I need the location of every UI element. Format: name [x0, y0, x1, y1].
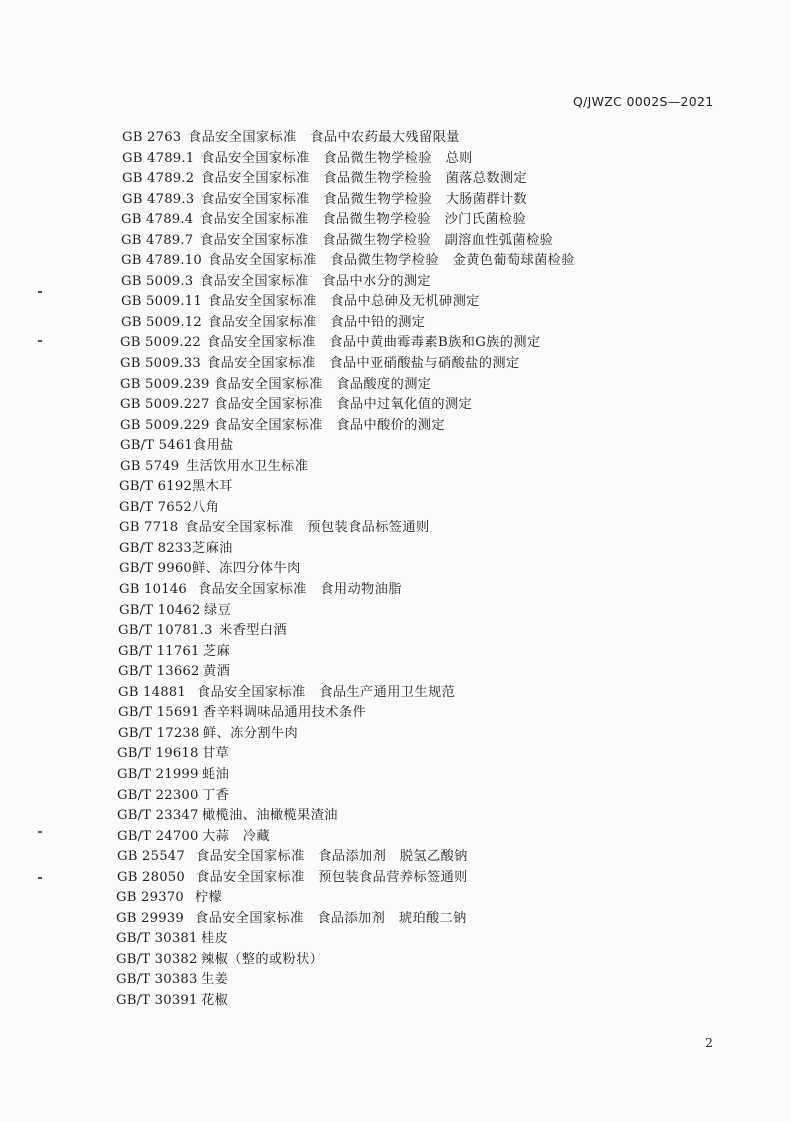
- standard-reference-row: [0, 518, 791, 539]
- standard-reference-row: [0, 395, 791, 416]
- standard-title: 食品安全国家标准 食品添加剂 脱氢乙酸钠: [196, 849, 468, 865]
- standard-title: 食品安全国家标准 食品中黄曲霉毒素B族和G族的测定: [207, 335, 541, 351]
- standard-title: 生姜: [201, 972, 229, 988]
- standard-title: 辣椒（整的或粉状）: [201, 951, 324, 967]
- scan-mark: [38, 877, 42, 879]
- standard-title: 米香型白酒: [219, 623, 287, 639]
- standard-reference-row: [0, 991, 791, 1012]
- standard-title: 食品安全国家标准 食品酸度的测定: [214, 376, 432, 392]
- standard-title: 食品安全国家标准 食品生产通用卫生规范: [197, 684, 456, 700]
- standard-title: 食品安全国家标准 食品微生物学检验 菌落总数测定: [201, 171, 528, 187]
- standard-title: 食品安全国家标准 食品微生物学检验 大肠菌群计数: [201, 191, 528, 207]
- standard-reference-row: [0, 416, 791, 437]
- standard-code: GB/T 30391: [116, 992, 198, 1008]
- standard-title: 食品安全国家标准 食用动物油脂: [198, 582, 402, 598]
- standard-code: GB 5009.227: [120, 397, 210, 413]
- standard-code: GB/T 17238: [118, 725, 200, 741]
- standard-title: 花椒: [201, 992, 229, 1008]
- standard-code: GB 4789.2: [122, 171, 195, 187]
- standard-reference-row: [0, 601, 791, 622]
- scan-mark: [38, 291, 42, 293]
- standard-code: GB/T 9960: [119, 561, 193, 577]
- standard-reference-row: [0, 683, 791, 704]
- standard-title: 桂皮: [201, 931, 229, 947]
- standard-code: GB 5009.229: [120, 417, 210, 433]
- standard-code: GB 2763: [122, 130, 182, 145]
- standard-reference-row: [0, 149, 791, 170]
- standard-code: GB 25547: [117, 849, 185, 865]
- standard-title: 鲜、冻四分体牛肉: [192, 561, 301, 577]
- standard-title: 食品安全国家标准 预包装食品营养标签通则: [196, 869, 468, 885]
- standard-title: 食品安全国家标准 食品中水分的测定: [200, 273, 431, 289]
- standard-code: GB 5009.11: [121, 294, 202, 310]
- standard-title: 大蒜 冷藏: [202, 828, 270, 844]
- standard-code: GB/T 13662: [118, 664, 200, 680]
- normative-references-list: [0, 128, 791, 1012]
- standard-code: GB 29370: [116, 890, 184, 906]
- standard-reference-row: [0, 292, 791, 313]
- standard-code: GB 4789.4: [121, 212, 194, 228]
- standard-code: GB 29939: [116, 910, 184, 926]
- standard-code: GB 4789.1: [122, 150, 195, 166]
- standard-reference-row: [0, 703, 791, 724]
- standard-reference-row: [0, 929, 791, 950]
- standard-reference-row: [0, 251, 791, 272]
- scan-mark: [38, 831, 42, 833]
- standard-title: 鲜、冻分割牛肉: [203, 725, 299, 741]
- standard-title: 食品安全国家标准 食品中过氧化值的测定: [214, 397, 473, 413]
- standard-reference-row: [0, 868, 791, 889]
- standard-title: 绿豆: [204, 602, 232, 618]
- standard-title: 食品安全国家标准 食品中总砷及无机砷测定: [208, 294, 480, 310]
- standard-code: GB/T 7652: [119, 499, 193, 515]
- standard-reference-row: [0, 909, 791, 930]
- standard-code: GB 4789.3: [122, 191, 195, 207]
- standard-code: GB 28050: [117, 869, 185, 885]
- standard-reference-row: [0, 827, 791, 848]
- standard-title: 食品安全国家标准 食品中亚硝酸盐与硝酸盐的测定: [207, 356, 520, 372]
- standard-code: GB/T 22300: [117, 787, 199, 803]
- standard-code: GB/T 30383: [116, 972, 198, 988]
- standard-reference-row: [0, 354, 791, 375]
- standard-code: GB 5009.33: [120, 356, 201, 372]
- standard-code: GB/T 19618: [117, 746, 199, 762]
- standard-code: GB/T 10462: [119, 602, 201, 618]
- standard-code: GB/T 30382: [116, 951, 198, 967]
- standard-reference-row: [0, 313, 791, 334]
- standard-title: 橄榄油、油橄榄果渣油: [202, 808, 338, 824]
- standard-code: GB/T 21999: [117, 766, 199, 782]
- standard-title: 柠檬: [195, 890, 223, 906]
- document-code-header: Q/JWZC 0002S—2021: [573, 94, 714, 109]
- standard-reference-row: [0, 169, 791, 190]
- standard-reference-row: [0, 375, 791, 396]
- standard-title: 芝麻: [203, 643, 231, 659]
- standard-reference-row: [0, 970, 791, 991]
- scan-mark: [38, 340, 42, 342]
- standard-reference-row: [0, 559, 791, 580]
- standard-code: GB 5009.239: [120, 376, 210, 392]
- standard-reference-row: [0, 888, 791, 909]
- standard-title: 黑木耳: [192, 479, 233, 495]
- standard-reference-row: [0, 847, 791, 868]
- standard-title: 黄酒: [203, 664, 231, 680]
- standard-title: 食品安全国家标准 食品微生物学检验 金黄色葡萄球菌检验: [208, 253, 575, 269]
- standard-title: 食品安全国家标准 食品微生物学检验 沙门氏菌检验: [200, 212, 527, 228]
- standard-code: GB 5009.12: [121, 314, 202, 330]
- standard-reference-row: [0, 765, 791, 786]
- standard-code: GB 14881: [118, 684, 186, 700]
- standard-title: 食品安全国家标准 食品添加剂 琥珀酸二钠: [195, 910, 467, 926]
- standard-reference-row: [0, 457, 791, 478]
- standard-title: 生活饮用水卫生标准: [186, 458, 309, 474]
- standard-title: 八角: [192, 499, 220, 515]
- standard-code: GB 5009.3: [121, 273, 194, 289]
- standard-title: 食用盐: [193, 438, 234, 454]
- standard-title: 食品安全国家标准 食品微生物学检验 总则: [201, 150, 473, 166]
- standard-reference-row: [0, 333, 791, 354]
- standard-reference-row: [0, 231, 791, 252]
- standard-code: GB/T 30381: [116, 931, 198, 947]
- standard-title: 食品安全国家标准 食品中铅的测定: [208, 314, 426, 330]
- standard-code: GB 7718: [119, 520, 179, 536]
- standard-reference-row: [0, 806, 791, 827]
- standard-code: GB/T 8233: [119, 540, 193, 556]
- standard-reference-row: [0, 436, 791, 457]
- standard-code: GB/T 5461: [120, 438, 194, 454]
- standard-code: GB 4789.10: [121, 253, 202, 269]
- standard-title: 食品安全国家标准 预包装食品标签通则: [185, 520, 430, 536]
- standard-reference-row: [0, 621, 791, 642]
- standard-reference-row: [0, 498, 791, 519]
- standard-reference-row: [0, 210, 791, 231]
- standard-code: GB/T 6192: [119, 479, 193, 495]
- standard-reference-row: [0, 190, 791, 211]
- standard-code: GB 4789.7: [121, 232, 194, 248]
- standard-title: 丁香: [202, 787, 230, 803]
- standard-reference-row: [0, 950, 791, 971]
- standard-title: 食品安全国家标准 食品中酸价的测定: [214, 417, 445, 433]
- standard-code: GB 10146: [119, 582, 187, 598]
- standard-reference-row: [0, 477, 791, 498]
- standard-code: GB/T 10781.3: [118, 623, 213, 639]
- standard-title: 芝麻油: [192, 540, 233, 556]
- standard-reference-row: [0, 724, 791, 745]
- standard-code: GB 5009.22: [120, 335, 201, 351]
- standard-reference-row: [0, 662, 791, 683]
- standard-reference-row: [0, 580, 791, 601]
- standard-reference-row: [0, 642, 791, 663]
- standard-title: 甘草: [202, 746, 230, 762]
- standard-code: GB/T 11761: [118, 643, 200, 659]
- standard-code: GB/T 15691: [118, 705, 200, 721]
- page-number: 2: [705, 1035, 713, 1050]
- standard-reference-row: [0, 786, 791, 807]
- standard-title: 食品安全国家标准 食品微生物学检验 副溶血性弧菌检验: [200, 232, 554, 248]
- standard-code: GB/T 23347: [117, 808, 199, 824]
- standard-title: 食品安全国家标准 食品中农药最大残留限量: [188, 130, 460, 145]
- standard-title: 香辛料调味品通用技术条件: [203, 705, 367, 721]
- standard-reference-row: [0, 128, 791, 149]
- standard-reference-row: [0, 272, 791, 293]
- standard-title: 蚝油: [202, 766, 230, 782]
- standard-code: GB 5749: [120, 458, 180, 474]
- standard-reference-row: [0, 539, 791, 560]
- standard-code: GB/T 24700: [117, 828, 199, 844]
- standard-reference-row: [0, 744, 791, 765]
